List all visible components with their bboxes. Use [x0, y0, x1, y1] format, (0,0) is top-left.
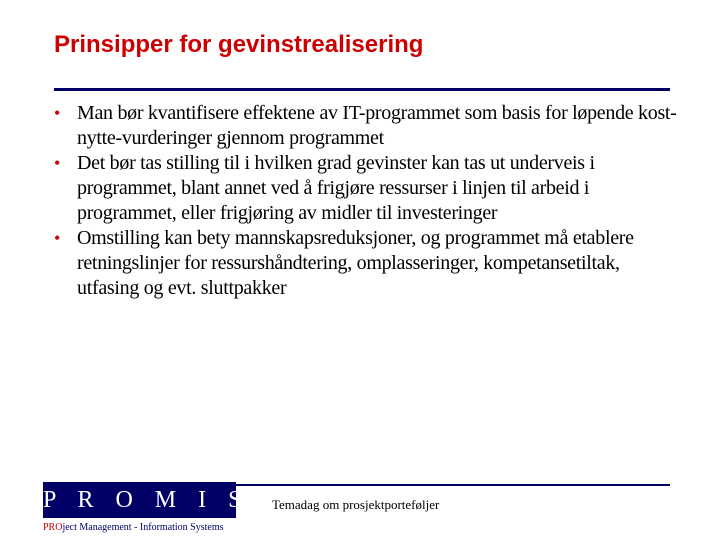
bullet-item	[54, 151, 684, 226]
bullet-icon: •	[54, 103, 61, 123]
logo-caption-accent: PRO	[43, 522, 63, 533]
bullet-list	[54, 101, 684, 301]
bullet-icon: •	[54, 153, 61, 173]
bullet-text: Man bør kvantifisere effektene av IT-programmet som basis for løpende kost-nytte-vurderinger gjennom programmet	[77, 102, 677, 149]
title-divider	[54, 88, 670, 91]
bullet-item	[54, 226, 684, 301]
bullet-text: Det bør tas stilling til i hvilken grad gevinster kan tas ut underveis i programmet, blant annet ved å frigjøre ressurser i linjen til arbeid i programmet, eller frigjøring av midler til investeringer	[77, 152, 595, 224]
logo-caption	[43, 522, 224, 533]
bullet-text: Omstilling kan bety mannskapsreduksjoner, og programmet må etablere retningslinjer for ressurshåndtering, omplasseringer, kompetansetiltak, utfasing og evt. sluttpakker	[77, 227, 634, 299]
footer-text: Temadag om prosjektporteføljer	[272, 497, 440, 512]
slide-title: Prinsipper for gevinstrealisering	[54, 31, 424, 58]
footer-divider	[236, 484, 670, 486]
promis-logo	[43, 482, 250, 518]
bullet-icon: •	[54, 228, 61, 248]
logo-name: P R O M I S	[43, 487, 250, 513]
bullet-item	[54, 101, 684, 151]
logo-caption-rest: ject Management - Information Systems	[62, 522, 224, 533]
